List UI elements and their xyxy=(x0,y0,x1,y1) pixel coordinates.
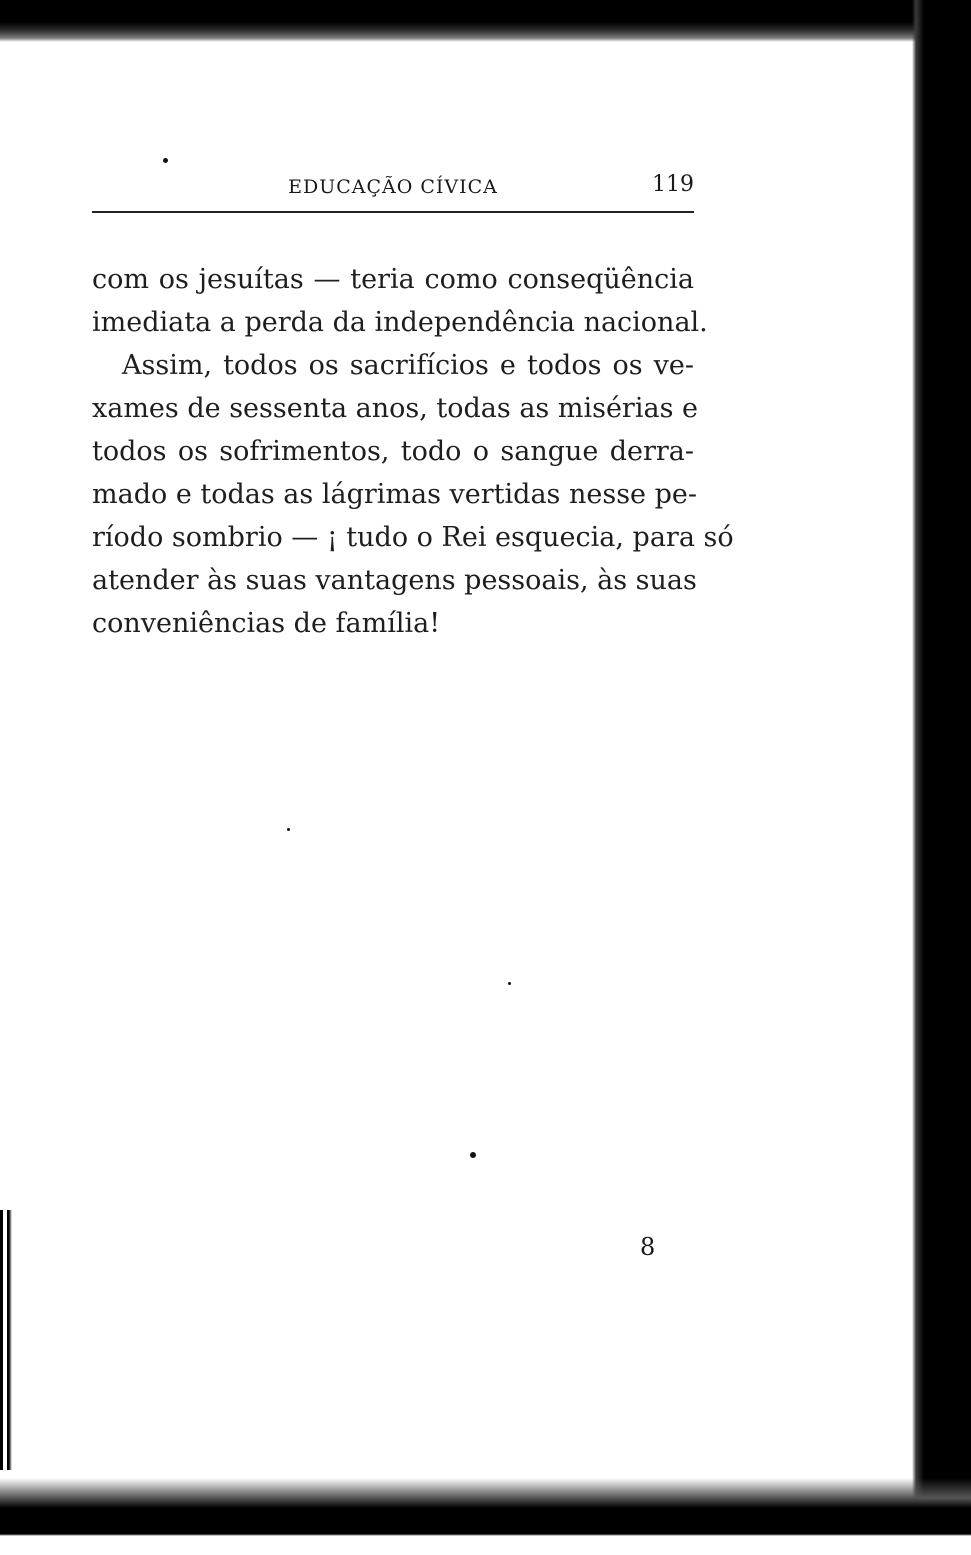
scan-speck xyxy=(163,158,168,163)
scan-border-bottom xyxy=(0,1478,971,1555)
text-line: com os jesuítas — teria como conseqüência xyxy=(92,264,694,295)
body-text xyxy=(92,258,734,645)
scan-speck xyxy=(508,982,511,985)
text-line: todos os sofrimentos, todo o sangue derra- xyxy=(92,436,694,467)
page-number: 119 xyxy=(652,172,694,197)
text-line: atender às suas vantagens pessoais, às suas xyxy=(92,565,697,596)
running-title: EDUCAÇÃO CÍVICA xyxy=(288,176,498,198)
scan-border-left xyxy=(0,1210,12,1470)
text-line: imediata a perda da independência nacional. xyxy=(92,307,708,338)
header-rule xyxy=(92,211,694,213)
scan-speck xyxy=(470,1152,476,1158)
scan-border-top xyxy=(0,0,971,42)
scan-speck xyxy=(287,828,290,831)
text-line: ríodo sombrio — ¡ tudo o Rei esquecia, para só xyxy=(92,522,734,553)
text-line: conveniências de família! xyxy=(92,608,441,639)
running-head xyxy=(92,172,694,202)
text-line: mado e todas as lágrimas vertidas nesse pe- xyxy=(92,479,698,510)
scan-border-right xyxy=(912,0,971,1555)
text-line: Assim, todos os sacrifícios e todos os ve- xyxy=(122,350,694,381)
text-line: xames de sessenta anos, todas as misérias e xyxy=(92,393,698,424)
signature-mark: 8 xyxy=(640,1233,656,1261)
